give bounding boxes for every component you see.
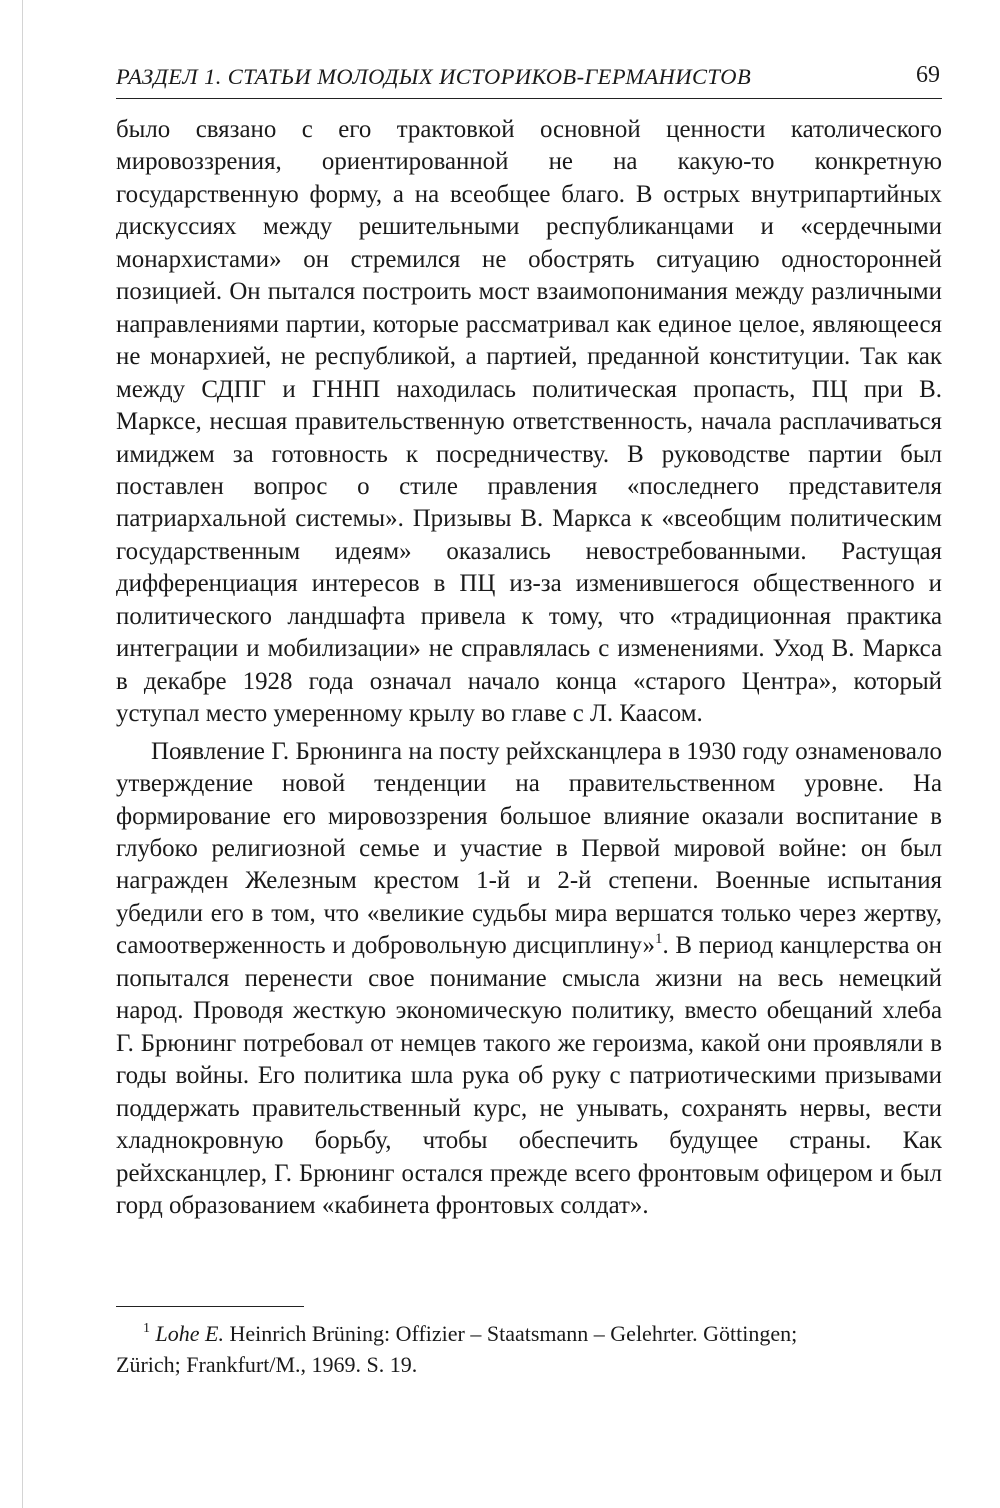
page-header [116,60,942,99]
page-number: 69 [916,62,940,88]
footnote [116,1318,942,1380]
running-head: РАЗДЕЛ 1. СТАТЬИ МОЛОДЫХ ИСТОРИКОВ-ГЕРМАНИСТОВ [116,64,752,89]
paragraph-2-text-a: Появление Г. Брюнинга на посту рейхсканцлера в 1930 году ознаменовало утверждение новой тенденции на правительственном уровне. На формирование его мировоззрения большое влияние оказали воспитание в глубоко религиозной семье и участие в Первой мировой войне: он был награжден Железным крестом 1-й и 2-й степени. Военные испытания убедили его в том, что «великие судьбы мира вершатся только через жертву, самоотверженность и добровольную дисциплину» [116,737,942,960]
page-edge-line [22,0,23,1508]
paragraph-2-text-b: . В период канцлерства он попытался перенести свое понимание смысла жизни на весь немецкий народ. Проводя жесткую экономическую политику, вместо обещаний хлеба Г. Брюнинг потребовал от немцев такого же героизма, какой они проявляли в годы войны. Его политика шла рука об руку с патриотическими призывами поддержать правительственный курс, не унывать, сохранять нервы, вести хладнокровную борьбу, чтобы обеспечить будущее страны. Как рейхсканцлер, Г. Брюнинг остался прежде всего фронтовым офицером и был горд образованием «кабинета фронтовых солдат». [116,932,942,1219]
footnote-citation-2: Zürich; Frankfurt/M., 1969. S. 19. [116,1352,418,1377]
footnote-separator [116,1306,304,1307]
footnote-line-1 [116,1318,942,1349]
footnote-reference[interactable]: 1 [654,931,663,948]
footnote-number: 1 [143,1321,150,1336]
paragraph-2 [116,736,942,1223]
footnote-author: Lohe E. [155,1321,224,1346]
main-text [116,114,942,1222]
paragraph-1 [116,114,942,731]
footnote-line-2 [116,1349,942,1380]
paragraph-1-text: было связано с его трактовкой основной ценности католического мировоззрения, ориентированной не на какую-то конкретную государственную форму, а на всеобщее благо. В острых внутрипартийных дискуссиях между решительными республиканцами и «сердечными монархистами» он стремился не обострять ситуацию односторонней позицией. Он пытался построить мост взаимопонимания между различными направлениями партии, которые рассматривал как единое целое, являющееся не монархией, не республикой, а партией, преданной конституции. Так как между СДПГ и ГННП находилась политическая пропасть, ПЦ при В. Марксе, несшая правительственную ответственность, начала расплачиваться имиджем за готовность к посредничеству. В руководстве партии был поставлен вопрос о стиле правления «последнего представителя патриархальной системы». Призывы В. Маркса к «всеобщим политическим государственным идеям» оказались невостребованными. Растущая дифференциация интересов в ПЦ из-за изменившегося общественного и политического ландшафта привела к тому, что «традиционная практика интеграции и мобилизации» не справлялась с изменениями. Уход В. Маркса в декабре 1928 года означал начало конца «старого Центра», который уступал место умеренному крылу во главе с Л. Каасом. [116,116,942,728]
footnote-citation-1: Heinrich Brüning: Offizier – Staatsmann – Gelehrter. Göttingen; [229,1321,798,1346]
